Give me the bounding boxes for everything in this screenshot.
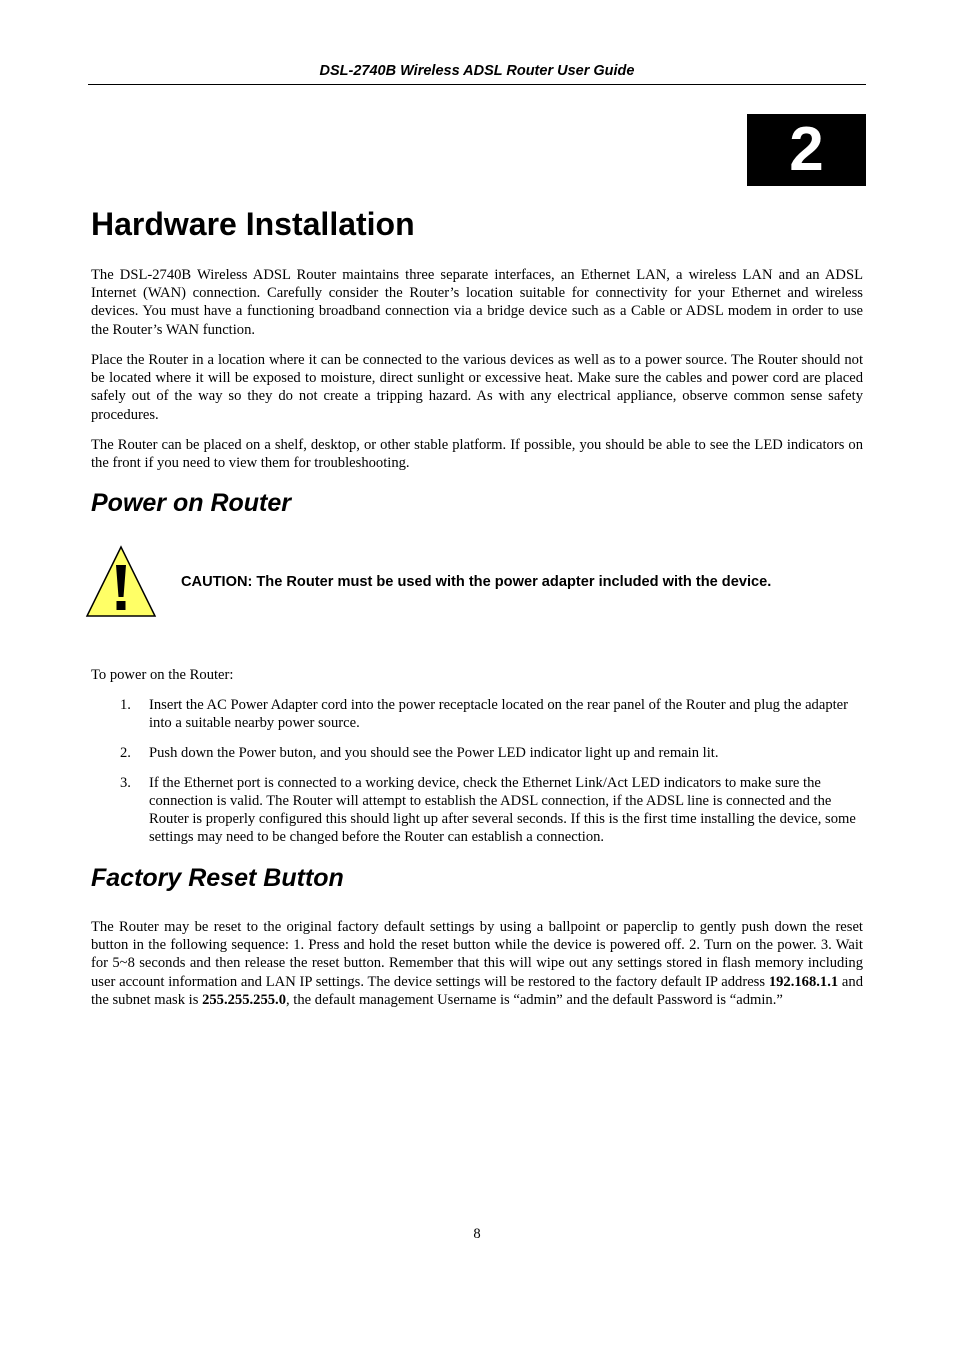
- intro-paragraph-3: The Router can be placed on a shelf, desktop, or other stable platform. If possible, you should be able to see the LED indicators on the front if you need to view them for troubleshooting.: [91, 437, 863, 472]
- chapter-number-box: 2: [747, 114, 866, 186]
- intro-paragraph-1: The DSL-2740B Wireless ADSL Router maintains three separate interfaces, an Ethernet LAN, a wireless LAN and an ADSL Internet (WAN) connection. Carefully consider the Router’s location suitable for connectivity for your Ethernet and wireless devices. You must have a functioning broadband connection via a bridge device such as a Cable or ADSL modem in order to use the Router’s WAN function.: [91, 267, 863, 338]
- list-item: [91, 696, 863, 732]
- step-number: 1.: [120, 697, 131, 713]
- warning-triangle-icon: [85, 545, 157, 618]
- power-on-lead: To power on the Router:: [91, 667, 234, 683]
- list-item: [91, 774, 863, 847]
- step-text: Push down the Power buton, and you should see the Power LED indicator light up and remain lit.: [149, 745, 719, 761]
- header-rule: [88, 84, 866, 85]
- power-on-steps: [91, 696, 863, 858]
- reset-text-part-2: and the subnet mask is: [91, 973, 863, 1008]
- section-heading-power: Power on Router: [91, 489, 292, 517]
- reset-text-part-1: The Router may be reset to the original factory default settings by using a ballpoint or paperclip to gently push down the reset button in the following sequence: 1. Press and hold the reset button while the device is powered off. 2. Turn on the power. 3. Wait for 5~8 seconds and then release the reset button. Remember that this will wipe out any settings stored in flash memory including user account information and LAN IP settings. The device settings will be restored to the factory default IP address: [91, 919, 863, 990]
- page-number: 8: [473, 1226, 481, 1242]
- caution-text: CAUTION: The Router must be used with the power adapter included with the device.: [181, 574, 772, 590]
- step-number: 3.: [120, 774, 131, 791]
- default-ip-address: 192.168.1.1: [768, 973, 839, 990]
- list-item: [91, 744, 863, 762]
- running-header: DSL-2740B Wireless ADSL Router User Guide: [319, 63, 635, 79]
- reset-text-part-3: , the default management Username is “admin” and the default Password is “admin.”: [286, 991, 783, 1008]
- section-heading-factory-reset: Factory Reset Button: [91, 864, 344, 892]
- factory-reset-paragraph: [91, 918, 863, 1009]
- step-number: 2.: [120, 745, 131, 761]
- step-text: Insert the AC Power Adapter cord into the power receptacle located on the rear panel of the Router and plug the adapter into a suitable nearby power source.: [149, 697, 849, 732]
- default-subnet-mask: 255.255.255.0: [202, 991, 286, 1008]
- page-title: Hardware Installation: [91, 206, 415, 242]
- intro-paragraph-2: Place the Router in a location where it can be connected to the various devices as well as to a power source. The Router should not be located where it will be exposed to moisture, direct sunlight or excessive heat. Make sure the cables and power cord are placed safely out of the way so they do not create a tripping hazard. As with any electrical appliance, observe common sense safety procedures.: [91, 352, 863, 423]
- step-text: If the Ethernet port is connected to a working device, check the Ethernet Link/Act LED indicators to make sure the connection is valid. The Router will attempt to establish the ADSL connection, if the ADSL line is connected and the Router is properly configured this should light up after several seconds. If this is the first time installing the device, some settings may need to be changed before the Router can establish a connection.: [149, 774, 856, 846]
